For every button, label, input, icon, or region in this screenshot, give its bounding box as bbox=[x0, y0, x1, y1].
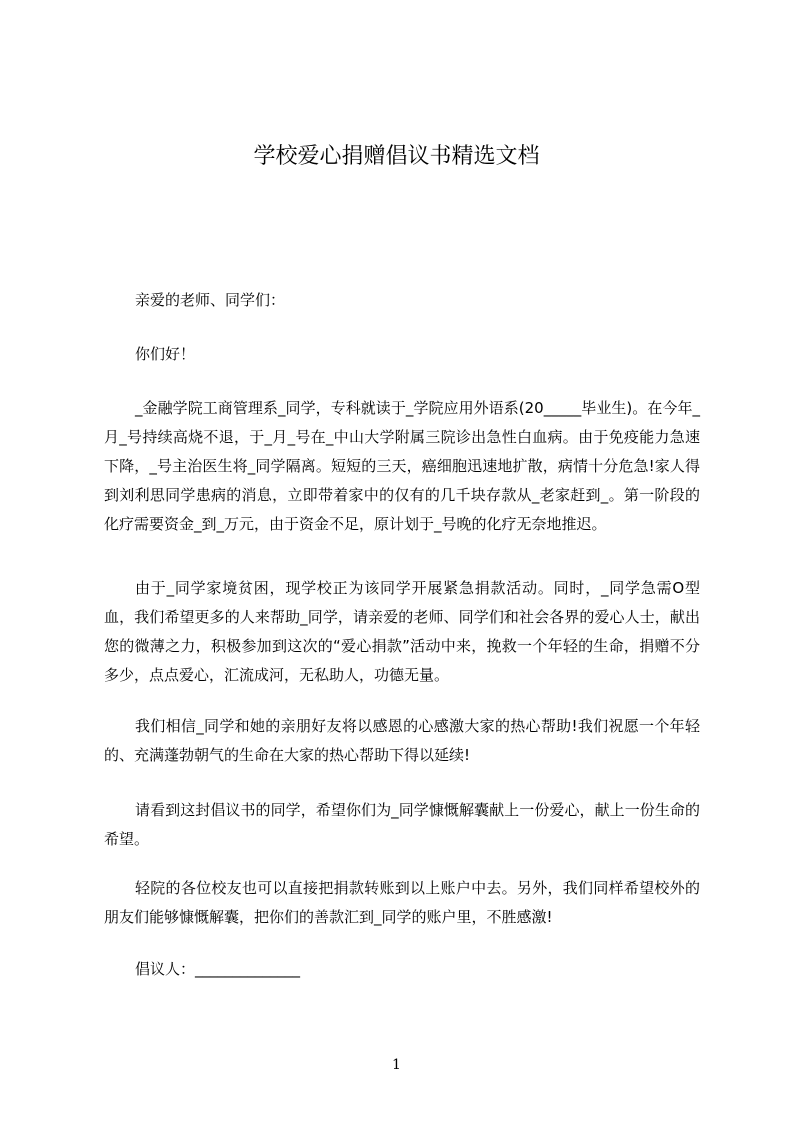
body-paragraph: 请看到这封倡议书的同学，希望你们为_同学慷慨解囊献上一份爱心，献上一份生命的希望。 bbox=[104, 801, 700, 848]
signature-line: 倡议人：______________ bbox=[135, 960, 301, 978]
salutation: 亲爱的老师、同学们： bbox=[135, 291, 286, 309]
body-paragraph: 我们相信_同学和她的亲朋好友将以感恩的心感激大家的热心帮助!我们祝愿一个年轻的、充满蓬勃朝气的生命在大家的热心帮助下得以延续! bbox=[104, 717, 700, 764]
greeting: 你们好！ bbox=[135, 345, 196, 363]
body-paragraph: 轻院的各位校友也可以直接把捐款转账到以上账户中去。另外，我们同样希望校外的朋友们能够慷慨解囊，把你们的善款汇到_同学的账户里，不胜感激! bbox=[104, 879, 700, 926]
body-paragraph: _金融学院工商管理系_同学，专科就读于_学院应用外语系(20_____毕业生)。在今年_月_号持续高烧不退，于_月_号在_中山大学附属三院诊出急性白血病。由于免疫能力急速下降，_号主治医生将_同学隔离。短短的三天，癌细胞迅速地扩散，病情十分危急!家人得到刘利思同学患病的消息，立即带着家中的仅有的几千块存款从_老家赶到_。第一阶段的化疗需要资金_到_万元，由于资金不足，原计划于_号晚的化疗无奈地推迟。 bbox=[104, 399, 700, 533]
document-title: 学校爱心捐赠倡议书精选文档 bbox=[253, 144, 540, 169]
page-number: 1 bbox=[392, 1057, 401, 1073]
body-paragraph: 由于_同学家境贫困，现学校正为该同学开展紧急捐款活动。同时，_同学急需O型血，我们希望更多的人来帮助_同学，请亲爱的老师、同学们和社会各界的爱心人士，献出您的微薄之力，积极参加到这次的“爱心捐款”活动中来，挽救一个年轻的生命，捐赠不分多少，点点爱心，汇流成河，无私助人，功德无量。 bbox=[104, 579, 700, 684]
